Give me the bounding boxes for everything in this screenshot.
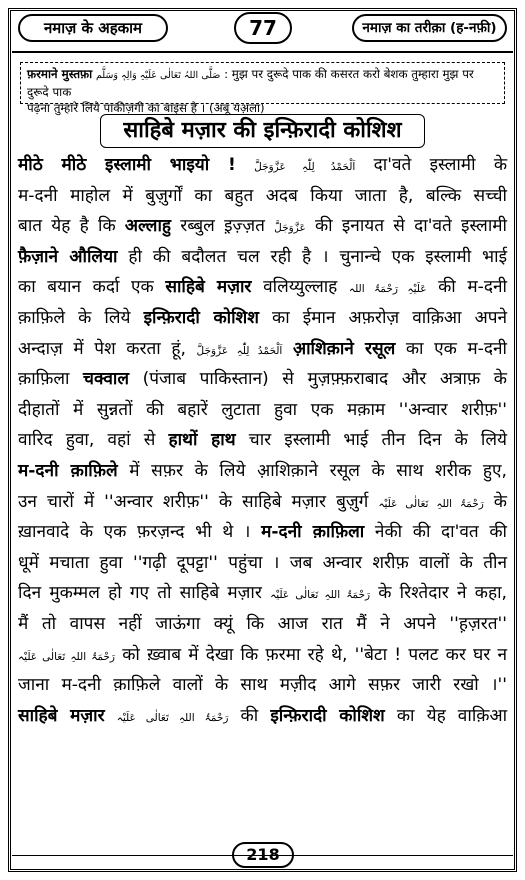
emphasis-text: इन्फ़िरादी कोशिश (143, 307, 259, 328)
emphasis-text: अल्लाहु (124, 216, 172, 237)
text-segment: की इनायत से दा'वते इस्लामी (314, 216, 508, 237)
text-line (18, 150, 507, 181)
text-segment: वारिद हुवा, वहां से (18, 430, 156, 451)
text-line (18, 487, 507, 518)
text-segment: रब्बुल इ़ज़्ज़त (180, 216, 265, 237)
header-divider (12, 51, 513, 53)
text-segment: वलिय्युल्लाह (263, 277, 338, 298)
text-line (18, 578, 507, 609)
text-line (18, 181, 507, 212)
quote-text-2: पढ़ना तुम्हारे लिये पाकीज़गी का बाइस है । (27, 101, 206, 115)
emphasis-text: म-दनी क़ाफ़िले (18, 460, 118, 481)
text-segment: मैं तो वापस नहीं जाऊंगा क्यूं कि आज रात मैं ने अपने ''ह़ज़रत'' (18, 613, 507, 634)
text-segment: का बयान कर्दा एक (18, 277, 154, 298)
arabic-honorific: اَلْحَمْدُ لِلّٰہِ عَزَّوَجَلَّ (196, 344, 283, 357)
chapter-title-badge: नमाज़ का तरीक़ा (ह-नफ़ी) (352, 14, 507, 42)
emphasis-text: साहिबे मज़ार (18, 705, 105, 726)
text-line (18, 211, 507, 242)
text-line (18, 670, 507, 701)
text-line (18, 303, 507, 334)
text-segment: का एक म-दनी (405, 338, 507, 359)
text-segment: के (493, 491, 507, 512)
arabic-honorific: رَحْمَۃُ اللہِ تَعَالٰی عَلَیْہ (378, 497, 484, 510)
text-line (18, 517, 507, 548)
text-segment: दिन मुकम्मल हो गए तो साहिबे मज़ार (18, 583, 262, 604)
body-text (18, 150, 507, 731)
emphasis-text: साहिबे मज़ार (165, 277, 252, 298)
header-page-number: 77 (234, 12, 292, 44)
section-title: साहिबे मज़ार की इन्फ़िरादी कोशिश (100, 114, 425, 148)
text-segment: धूमें मचाता हुवा ''गढ़ी दूपट्टा'' पहुंचा । जब अन्वार शरीफ़ वालों के तीन (18, 552, 507, 573)
arabic-honorific: رَحْمَۃُ اللہِ تَعَالٰی عَلَیْہ (270, 589, 371, 602)
text-line (18, 242, 507, 273)
text-segment: उन चारों में ''अन्वार शरीफ़'' के साहिबे मज़ार बुज़ुर्ग (18, 491, 369, 512)
text-segment: में सफ़र के लिये आ़शिक़ाने रसूल के साथ शरीक हुए, (129, 460, 507, 481)
text-line (18, 701, 507, 732)
book-title-badge: नमाज़ के अहकाम (18, 14, 168, 42)
text-segment: बात येह है कि (18, 216, 116, 237)
text-segment: का ईमान अफ़रोज़ वाक़िआ अपने (272, 307, 507, 328)
arabic-honorific: عَزَّوَجَلَّ (274, 222, 306, 235)
footer-page-number: 218 (232, 842, 294, 868)
emphasis-text: हाथों हाथ (168, 430, 236, 451)
text-line (18, 395, 507, 426)
text-segment: की म-दनी (438, 277, 507, 298)
hadith-quote-box (20, 62, 505, 115)
text-segment: के रिश्तेदार ने कहा, (378, 583, 507, 604)
emphasis-text: मीठे मीठे इस्लामी भाइयो ! (18, 155, 236, 175)
emphasis-text: फ़ैज़ाने औलिया (18, 246, 118, 267)
emphasis-text: म-दनी क़ाफ़िला (261, 522, 365, 543)
text-line (18, 640, 507, 671)
text-segment: नेकी की दा'वत की (374, 522, 508, 543)
text-segment: की (240, 705, 259, 726)
text-segment: क़ाफ़िले के लिये (18, 307, 131, 328)
quote-label: फ़रमाने मुस्तफ़ा (27, 67, 93, 81)
text-line (18, 364, 507, 395)
text-segment: दा'वते इस्लामी के (373, 155, 508, 175)
emphasis-text: इन्फ़िरादी कोशिश (270, 705, 385, 726)
text-segment: ही की बदौलत चल रही है । चुनान्चे एक इस्लामी भाई (128, 246, 508, 267)
quote-salutation: صَلَّی اللہُ تَعَالٰی عَلَیْہِ وَالِہٖ وَسَلَّم (95, 70, 221, 81)
text-segment: म-दनी माहोल में बुज़ुर्गों का बहुत अदब किया जाता है, बल्कि सच्ची (18, 185, 507, 206)
text-line (18, 334, 507, 365)
arabic-honorific: رَحْمَۃُ اللہِ تَعَالٰی عَلَیْہ (18, 650, 115, 663)
text-line (18, 609, 507, 640)
text-segment: ख़ानवादे के एक फ़रज़न्द भी थे । (18, 522, 251, 543)
text-segment: का येह वाक़िआ (396, 705, 508, 726)
text-line (18, 548, 507, 579)
quote-source: (अबू यअ़ला) (209, 101, 265, 115)
arabic-honorific: اَلْحَمْدُ لِلّٰہِ عَزَّوَجَلَّ (254, 161, 356, 173)
text-line (18, 456, 507, 487)
emphasis-text: चक्वाल (83, 369, 129, 390)
text-segment: चार इस्लामी भाई तीन दिन के लिये (248, 430, 508, 451)
text-segment: को ख़्वाब में देखा कि फ़रमा रहे थे, ''बेटा ! पलट कर घर न (122, 644, 507, 665)
arabic-honorific: عَلَیْہِ رَحْمَۃُ اللہ (348, 283, 427, 296)
page-header (12, 14, 513, 48)
text-segment: क़ाफ़िला (18, 369, 70, 390)
text-segment: जाना म-दनी क़ाफ़िले वालों के साथ मज़ीद आगे सफ़र जारी रखो ।'' (18, 675, 507, 696)
text-segment: अन्दाज़ में पेश करता हूं, (18, 338, 186, 359)
text-segment: (पंजाब पाकिस्तान) से मुज़फ़्फ़राबाद और अत्राफ़ के (142, 369, 507, 390)
text-line (18, 272, 507, 303)
arabic-honorific: رَحْمَۃُ اللہِ تَعَالٰی عَلَیْہ (116, 711, 229, 724)
text-segment: दीहातों में सुन्नतों की बहारें लुटाता हुवा एक मक़ाम ''अन्वार शरीफ़'' (18, 399, 507, 420)
emphasis-text: आ़शिक़ाने रसूल (292, 338, 396, 359)
text-line (18, 425, 507, 456)
quote-text: : मुझ पर दुरूदे पाक की कसरत करो बेशक तुम्हारा मुझ पर दुरूदे पाक (27, 67, 474, 99)
